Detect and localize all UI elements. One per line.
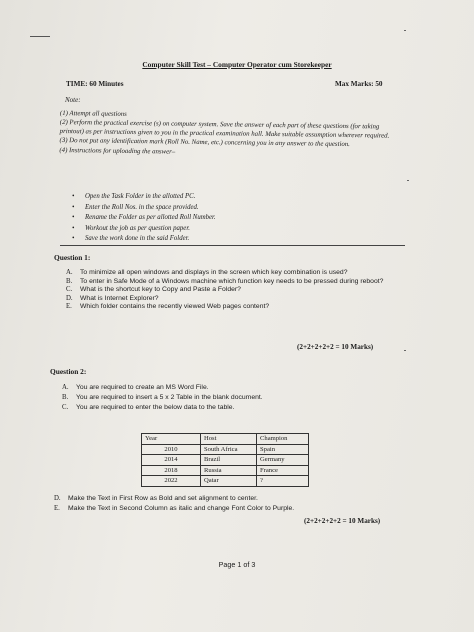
- table-cell: 2018: [142, 465, 201, 476]
- table-cell: France: [257, 465, 309, 476]
- time-allowed: TIME: 60 Minutes: [66, 80, 124, 88]
- question-item: A. You are required to create an MS Word File.: [62, 384, 209, 391]
- table-row: [142, 476, 309, 487]
- note-item: (3) Do not put any identification mark (Roll No. Name, etc.) concerning you in any answer to the question.: [59, 137, 350, 149]
- table-cell: South Africa: [201, 444, 257, 455]
- question-item: B. You are required to insert a 5 x 2 Table in the blank document.: [62, 394, 263, 402]
- table-cell: Russia: [201, 465, 257, 476]
- table-cell: Spain: [257, 444, 309, 455]
- bullet-icon: •: [72, 203, 75, 211]
- question-item: E. Which folder contains the recently viewed Web pages content?: [66, 303, 270, 311]
- note-item: (4) Instructions for uploading the answer–: [59, 146, 176, 156]
- question-item: E. Make the Text in Second Column as italic and change Font Color to Purple.: [54, 505, 295, 513]
- question-1-heading: Question 1:: [54, 253, 91, 262]
- upload-step: • Save the work done in the said Folder.: [72, 234, 372, 245]
- world-cup-table: [141, 433, 309, 487]
- notes-block: [59, 110, 405, 161]
- table-cell: 2010: [142, 444, 201, 455]
- upload-steps-list: [72, 192, 372, 245]
- upload-step: • Rename the Folder as per allotted Roll Number.: [72, 213, 372, 224]
- speck: [404, 350, 406, 351]
- question-2-heading: Question 2:: [50, 367, 87, 376]
- table-cell: Qatar: [201, 476, 257, 487]
- section-divider: [60, 245, 405, 246]
- upload-step: • Enter the Roll Nos. in the space provided.: [72, 203, 372, 214]
- table-cell: Year: [142, 434, 201, 445]
- question-item: D. Make the Text in First Row as Bold and set alignment to center.: [54, 495, 258, 502]
- table-cell: Host: [201, 434, 257, 445]
- speck: [404, 30, 406, 31]
- table-cell: ?: [257, 476, 309, 487]
- table-row: [142, 455, 309, 466]
- exam-title: Computer Skill Test – Computer Operator cum Storekeeper: [142, 60, 332, 69]
- note-item: (1) Attempt all questions: [59, 110, 127, 118]
- note-item: (2) Perform the practical exercise (s) on computer system. Save the answer of each part of these questions (for taking printout) as per instructions given to you in the practical examination hall. Make suitable assumption wherever required.: [59, 119, 390, 140]
- question-1-marks: (2+2+2+2+2 = 10 Marks): [297, 343, 374, 351]
- bullet-icon: •: [72, 214, 75, 221]
- question-item: B. To enter in Safe Mode of a Windows machine which function key needs to be pressed during reboot?: [66, 277, 384, 285]
- question-2-items: [62, 383, 402, 414]
- upload-step: • Workout the job as per question paper.: [72, 224, 372, 235]
- question-2-marks: (2+2+2+2+2 = 10 Marks): [304, 517, 381, 525]
- table-row: [142, 465, 309, 476]
- question-item: C. What is the shortcut key to Copy and Paste a Folder?: [66, 286, 241, 294]
- question-item: C. You are required to enter the below data to the table.: [62, 404, 235, 412]
- max-marks: Max Marks: 50: [335, 80, 383, 88]
- page-number: Page 1 of 3: [218, 560, 256, 569]
- table-cell: Brazil: [201, 455, 257, 466]
- table-cell: Champion: [257, 434, 309, 445]
- table-header-row: [142, 434, 309, 445]
- speck: [407, 180, 409, 181]
- table-cell: 2014: [142, 455, 201, 466]
- table-row: [142, 444, 309, 455]
- question-item: D. What is Internet Explorer?: [66, 294, 159, 302]
- bullet-icon: •: [72, 235, 75, 242]
- bullet-icon: •: [72, 224, 75, 232]
- note-label: Note:: [65, 96, 81, 104]
- table-cell: Germany: [257, 455, 309, 466]
- question-item: A. To minimize all open windows and displays in the screen which key combination is used?: [66, 269, 348, 276]
- question-1-items: [66, 269, 406, 312]
- upload-step: • Open the Task Folder in the allotted PC.: [72, 192, 372, 203]
- pen-mark: [30, 36, 50, 37]
- bullet-icon: •: [72, 193, 75, 200]
- table-cell: 2022: [142, 476, 201, 487]
- question-2-more-items: [54, 494, 414, 514]
